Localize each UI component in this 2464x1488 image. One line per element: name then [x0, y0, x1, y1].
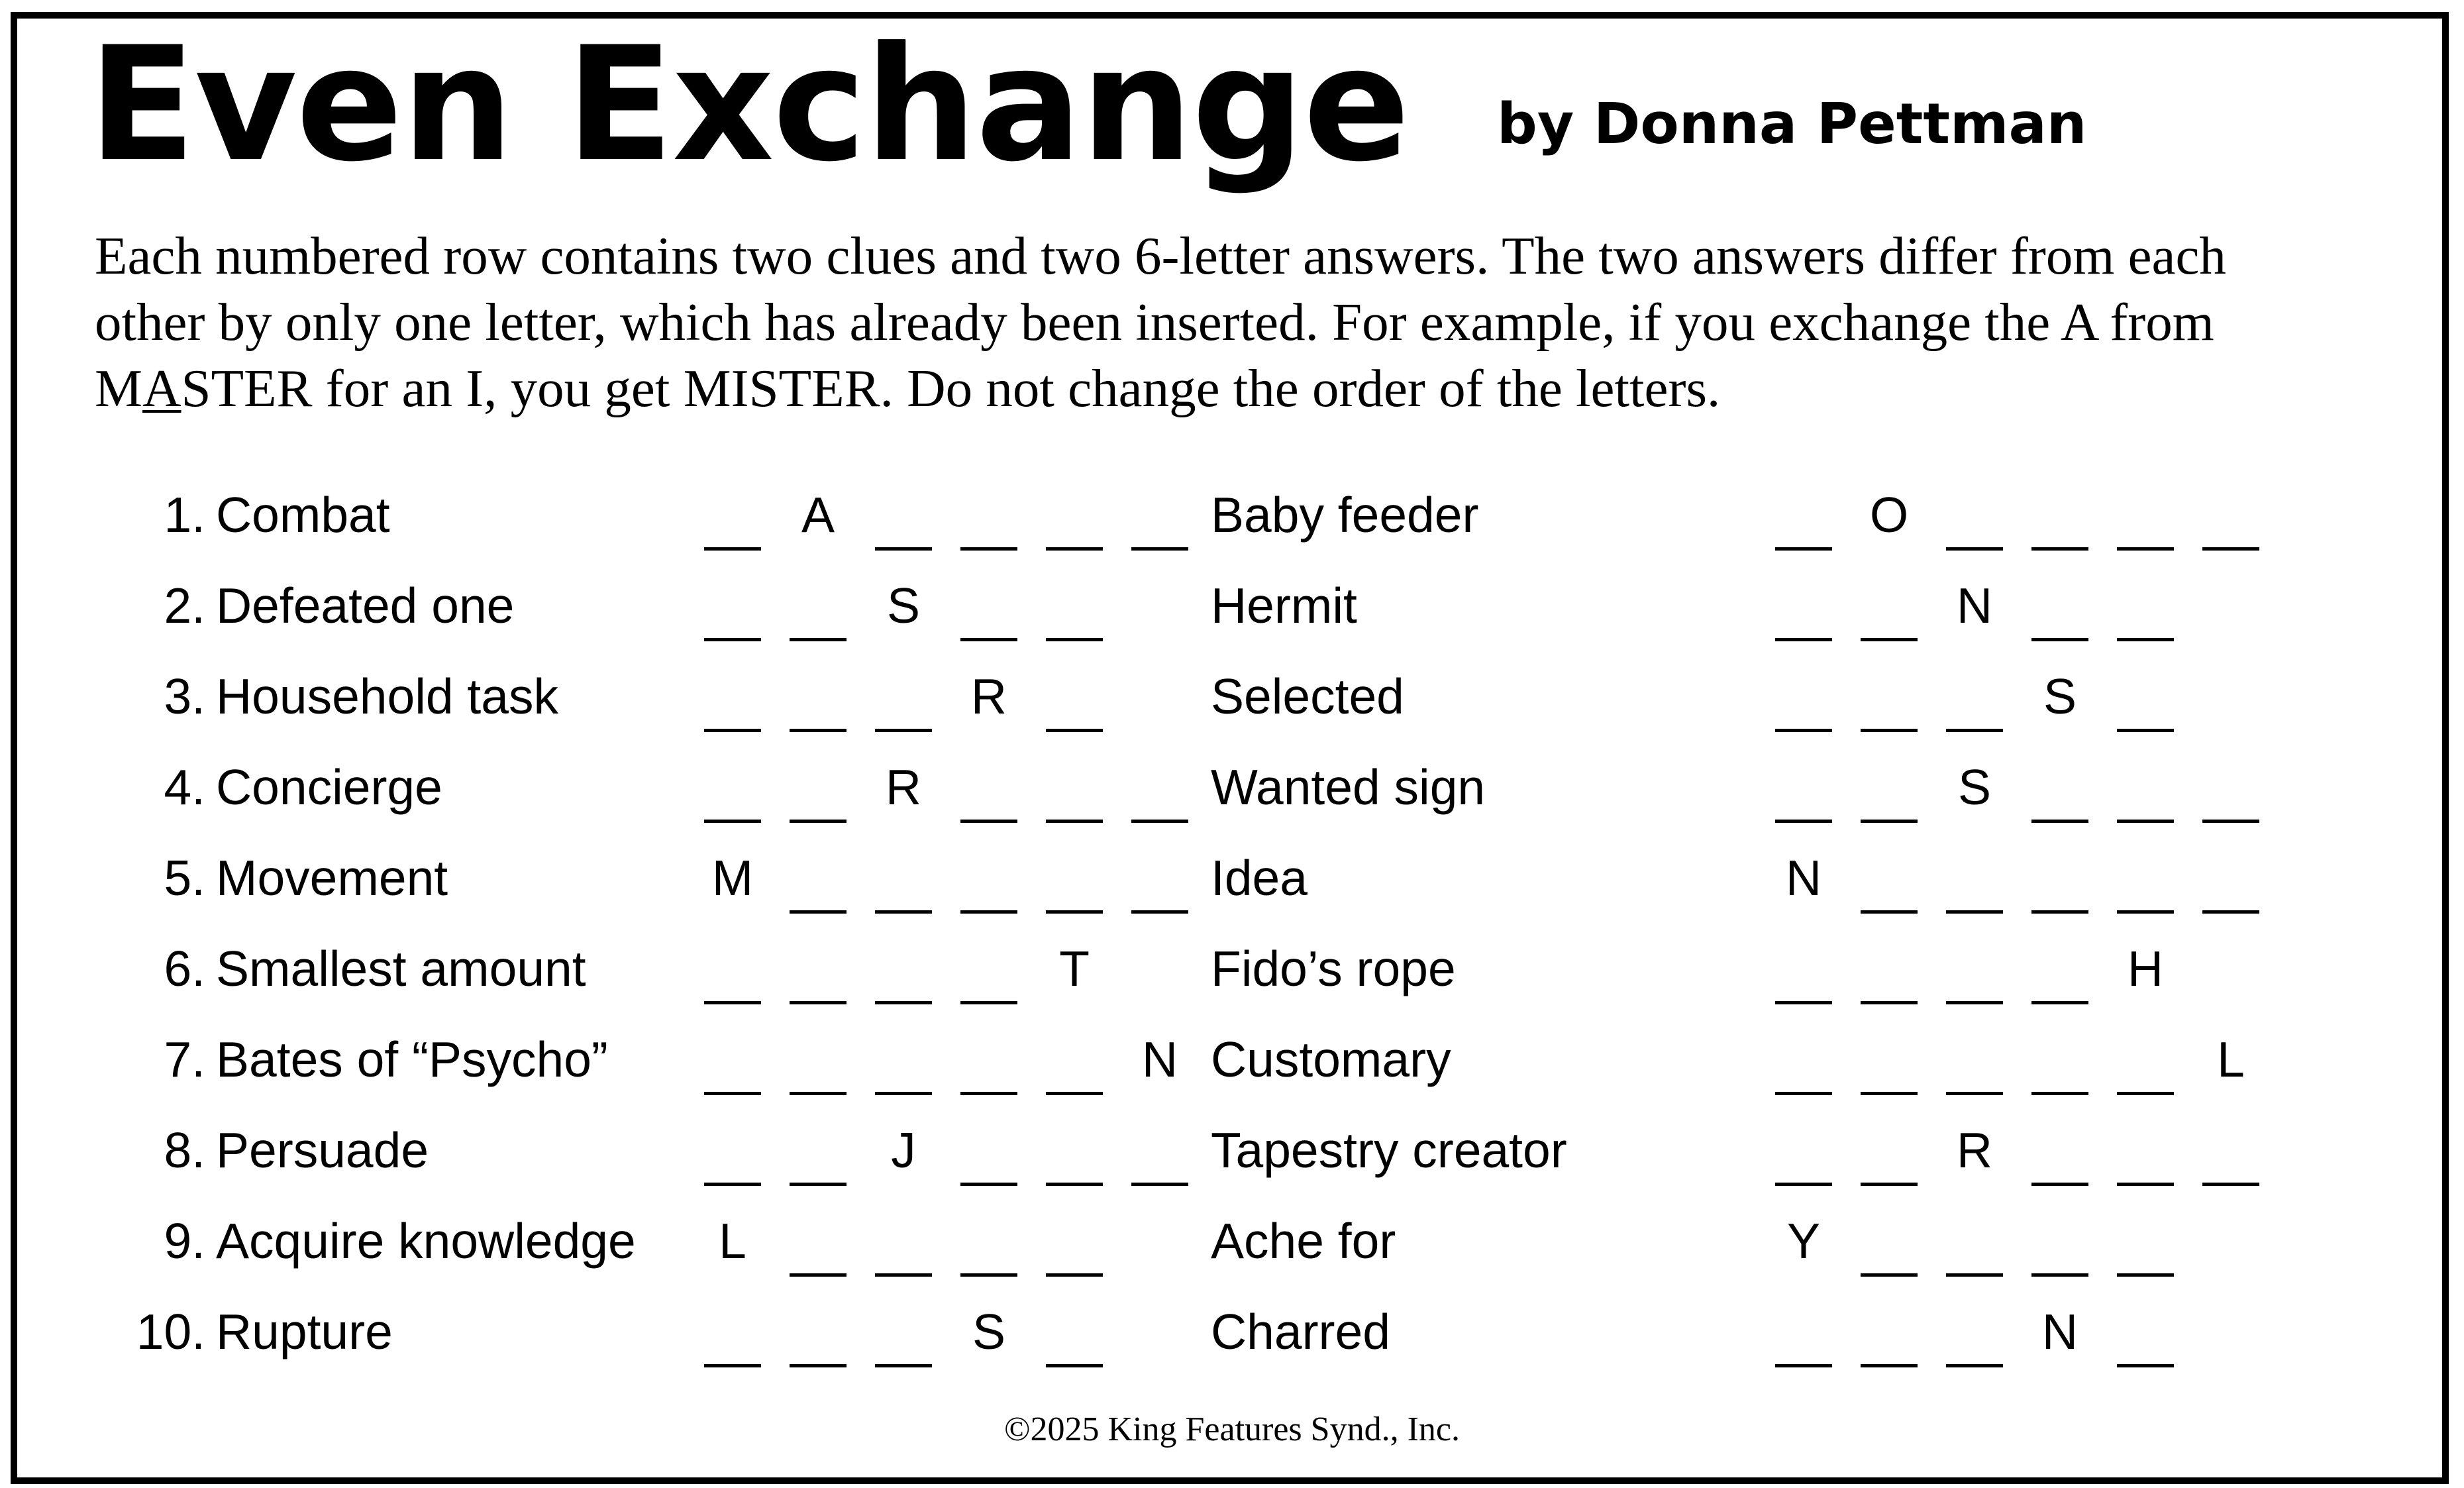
right-given-letter: N: [1956, 578, 1993, 633]
right-given-letter: O: [1869, 487, 1909, 543]
right-answer-blank[interactable]: [2202, 1183, 2259, 1186]
left-given-letter: L: [719, 1213, 746, 1269]
left-answer-blank[interactable]: [875, 1001, 932, 1004]
right-answer-blank[interactable]: [2117, 638, 2174, 641]
left-clue: Defeated one: [216, 578, 515, 633]
left-answer-blank[interactable]: [790, 1183, 847, 1186]
right-answer-blank[interactable]: [2202, 910, 2259, 914]
left-answer-blank[interactable]: [790, 1001, 847, 1004]
left-answer-blank[interactable]: [1046, 820, 1103, 823]
right-answer-blank[interactable]: [1946, 1092, 2003, 1095]
left-clue: Smallest amount: [216, 941, 586, 996]
instructions-line-2: other by only one letter, which has already been inserted. For example, if you exchange the A from: [95, 292, 2214, 352]
left-answer-blank[interactable]: [1046, 1092, 1103, 1095]
right-clue: Fido’s rope: [1211, 941, 1456, 996]
clue-number: 6.: [164, 941, 205, 996]
copyright-notice: ©2025 King Features Synd., Inc.: [1004, 1410, 1460, 1448]
right-clue: Charred: [1211, 1304, 1390, 1359]
right-answer-blank[interactable]: [1861, 820, 1918, 823]
right-answer-blank[interactable]: [1861, 1001, 1918, 1004]
left-answer-blank[interactable]: [960, 910, 1017, 914]
left-answer-blank[interactable]: [790, 638, 847, 641]
left-given-letter: N: [1141, 1032, 1178, 1087]
right-answer-blank[interactable]: [2031, 820, 2088, 823]
instructions-line-1: Each numbered row contains two clues and two 6-letter answers. The two answers differ from each: [95, 226, 2226, 286]
left-answer-blank[interactable]: [704, 1364, 761, 1367]
left-answer-blank[interactable]: [875, 1092, 932, 1095]
right-answer-blank[interactable]: [2117, 1183, 2174, 1186]
right-answer-blank[interactable]: [1775, 638, 1832, 641]
clue-number: 9.: [164, 1213, 205, 1269]
puzzle-row: [0, 1032, 2464, 1114]
left-clue: Household task: [216, 668, 558, 724]
right-answer-blank[interactable]: [1946, 729, 2003, 732]
left-answer-blank[interactable]: [790, 1364, 847, 1367]
left-answer-blank[interactable]: [790, 1273, 847, 1277]
clue-number: 3.: [164, 668, 205, 724]
right-answer-blank[interactable]: [2031, 1001, 2088, 1004]
left-given-letter: J: [891, 1122, 916, 1178]
instructions-line-3-start: M: [95, 358, 143, 418]
left-given-letter: S: [972, 1304, 1006, 1359]
left-answer-blank[interactable]: [1046, 1364, 1103, 1367]
right-answer-blank[interactable]: [1775, 729, 1832, 732]
right-given-letter: N: [2041, 1304, 2079, 1359]
left-clue: Concierge: [216, 759, 442, 815]
left-given-letter: A: [801, 487, 835, 543]
left-answer-blank[interactable]: [1046, 547, 1103, 551]
puzzle-row: [0, 1304, 2464, 1387]
right-answer-blank[interactable]: [2117, 729, 2174, 732]
right-answer-blank[interactable]: [1861, 1273, 1918, 1277]
example-underlined-letter: A: [142, 358, 181, 418]
right-answer-blank[interactable]: [1775, 1364, 1832, 1367]
right-answer-blank[interactable]: [1861, 638, 1918, 641]
left-given-letter: R: [970, 668, 1007, 724]
left-answer-blank[interactable]: [1046, 1273, 1103, 1277]
left-answer-blank[interactable]: [875, 1364, 932, 1367]
right-answer-blank[interactable]: [2117, 547, 2174, 551]
right-clue: Idea: [1211, 850, 1308, 906]
left-answer-blank[interactable]: [875, 547, 932, 551]
right-clue: Tapestry creator: [1211, 1122, 1567, 1178]
right-clue: Baby feeder: [1211, 487, 1479, 543]
left-answer-blank[interactable]: [960, 1273, 1017, 1277]
left-answer-blank[interactable]: [704, 1092, 761, 1095]
left-answer-blank[interactable]: [960, 547, 1017, 551]
right-answer-blank[interactable]: [1946, 1364, 2003, 1367]
right-answer-blank[interactable]: [1861, 910, 1918, 914]
left-answer-blank[interactable]: [960, 1092, 1017, 1095]
right-answer-blank[interactable]: [2031, 547, 2088, 551]
left-given-letter: M: [711, 850, 754, 906]
right-given-letter: H: [2127, 941, 2164, 996]
right-answer-blank[interactable]: [1946, 910, 2003, 914]
left-clue: Acquire knowledge: [216, 1213, 636, 1269]
right-answer-blank[interactable]: [1946, 547, 2003, 551]
right-clue: Customary: [1211, 1032, 1451, 1087]
left-answer-blank[interactable]: [960, 820, 1017, 823]
puzzle-title: Even Exchange: [88, 13, 1409, 197]
left-clue: Rupture: [216, 1304, 393, 1359]
left-answer-blank[interactable]: [1046, 638, 1103, 641]
puzzle-row: [0, 578, 2464, 661]
right-clue: Selected: [1211, 668, 1404, 724]
clue-number: 1.: [164, 487, 205, 543]
puzzle-row: [0, 941, 2464, 1024]
left-answer-blank[interactable]: [1046, 729, 1103, 732]
right-clue: Ache for: [1211, 1213, 1396, 1269]
instructions-line-3-end: STER for an I, you get MISTER. Do not change the order of the letters.: [181, 358, 1721, 418]
left-answer-blank[interactable]: [790, 910, 847, 914]
left-clue: Persuade: [216, 1122, 429, 1178]
right-answer-blank[interactable]: [1775, 820, 1832, 823]
right-answer-blank[interactable]: [2031, 1183, 2088, 1186]
left-given-letter: T: [1059, 941, 1090, 996]
left-answer-blank[interactable]: [790, 1092, 847, 1095]
puzzle-row: [0, 850, 2464, 933]
right-given-letter: S: [1957, 759, 1992, 815]
left-answer-blank[interactable]: [704, 820, 761, 823]
right-clue: Wanted sign: [1211, 759, 1486, 815]
right-answer-blank[interactable]: [2031, 910, 2088, 914]
clue-number: 10.: [136, 1304, 205, 1359]
right-answer-blank[interactable]: [2031, 638, 2088, 641]
left-answer-blank[interactable]: [790, 729, 847, 732]
right-answer-blank[interactable]: [1775, 1092, 1832, 1095]
puzzle-row: [0, 759, 2464, 842]
left-answer-blank[interactable]: [704, 729, 761, 732]
right-answer-blank[interactable]: [2117, 1273, 2174, 1277]
left-answer-blank[interactable]: [1131, 547, 1188, 551]
left-answer-blank[interactable]: [960, 1001, 1017, 1004]
left-answer-blank[interactable]: [875, 1273, 932, 1277]
left-answer-blank[interactable]: [960, 1183, 1017, 1186]
left-answer-blank[interactable]: [1131, 910, 1188, 914]
right-answer-blank[interactable]: [2202, 547, 2259, 551]
left-given-letter: S: [886, 578, 921, 633]
right-answer-blank[interactable]: [2031, 1273, 2088, 1277]
clue-number: 4.: [164, 759, 205, 815]
left-given-letter: R: [885, 759, 922, 815]
right-answer-blank[interactable]: [1861, 1183, 1918, 1186]
puzzle-row: [0, 487, 2464, 570]
left-clue: Bates of “Psycho”: [216, 1032, 608, 1087]
right-given-letter: S: [2043, 668, 2077, 724]
left-answer-blank[interactable]: [704, 1183, 761, 1186]
left-answer-blank[interactable]: [704, 547, 761, 551]
right-answer-blank[interactable]: [1775, 1183, 1832, 1186]
clue-number: 8.: [164, 1122, 205, 1178]
right-given-letter: L: [2217, 1032, 2245, 1087]
left-clue: Movement: [216, 850, 448, 906]
right-answer-blank[interactable]: [2117, 820, 2174, 823]
right-given-letter: N: [1785, 850, 1822, 906]
right-answer-blank[interactable]: [1775, 547, 1832, 551]
right-given-letter: Y: [1786, 1213, 1821, 1269]
left-clue: Combat: [216, 487, 390, 543]
clue-number: 5.: [164, 850, 205, 906]
puzzle-row: [0, 668, 2464, 751]
right-clue: Hermit: [1211, 578, 1357, 633]
right-answer-blank[interactable]: [2117, 1092, 2174, 1095]
author-byline: by Donna Pettman: [1497, 91, 2087, 157]
left-answer-blank[interactable]: [875, 910, 932, 914]
right-answer-blank[interactable]: [2031, 1092, 2088, 1095]
right-answer-blank[interactable]: [1861, 1364, 1918, 1367]
right-answer-blank[interactable]: [1775, 1001, 1832, 1004]
left-answer-blank[interactable]: [960, 638, 1017, 641]
instructions-line-3: [95, 358, 2387, 418]
right-given-letter: R: [1956, 1122, 1993, 1178]
right-answer-blank[interactable]: [1861, 1092, 1918, 1095]
right-answer-blank[interactable]: [1946, 1001, 2003, 1004]
clue-number: 2.: [164, 578, 205, 633]
left-answer-blank[interactable]: [790, 820, 847, 823]
left-answer-blank[interactable]: [1131, 1183, 1188, 1186]
left-answer-blank[interactable]: [704, 638, 761, 641]
left-answer-blank[interactable]: [875, 729, 932, 732]
left-answer-blank[interactable]: [1046, 910, 1103, 914]
right-answer-blank[interactable]: [2117, 1364, 2174, 1367]
puzzle-row: [0, 1122, 2464, 1205]
right-answer-blank[interactable]: [1946, 1273, 2003, 1277]
left-answer-blank[interactable]: [1131, 820, 1188, 823]
right-answer-blank[interactable]: [2117, 910, 2174, 914]
right-answer-blank[interactable]: [1861, 729, 1918, 732]
left-answer-blank[interactable]: [704, 1001, 761, 1004]
right-answer-blank[interactable]: [2202, 820, 2259, 823]
left-answer-blank[interactable]: [1046, 1183, 1103, 1186]
puzzle-row: [0, 1213, 2464, 1296]
clue-number: 7.: [164, 1032, 205, 1087]
